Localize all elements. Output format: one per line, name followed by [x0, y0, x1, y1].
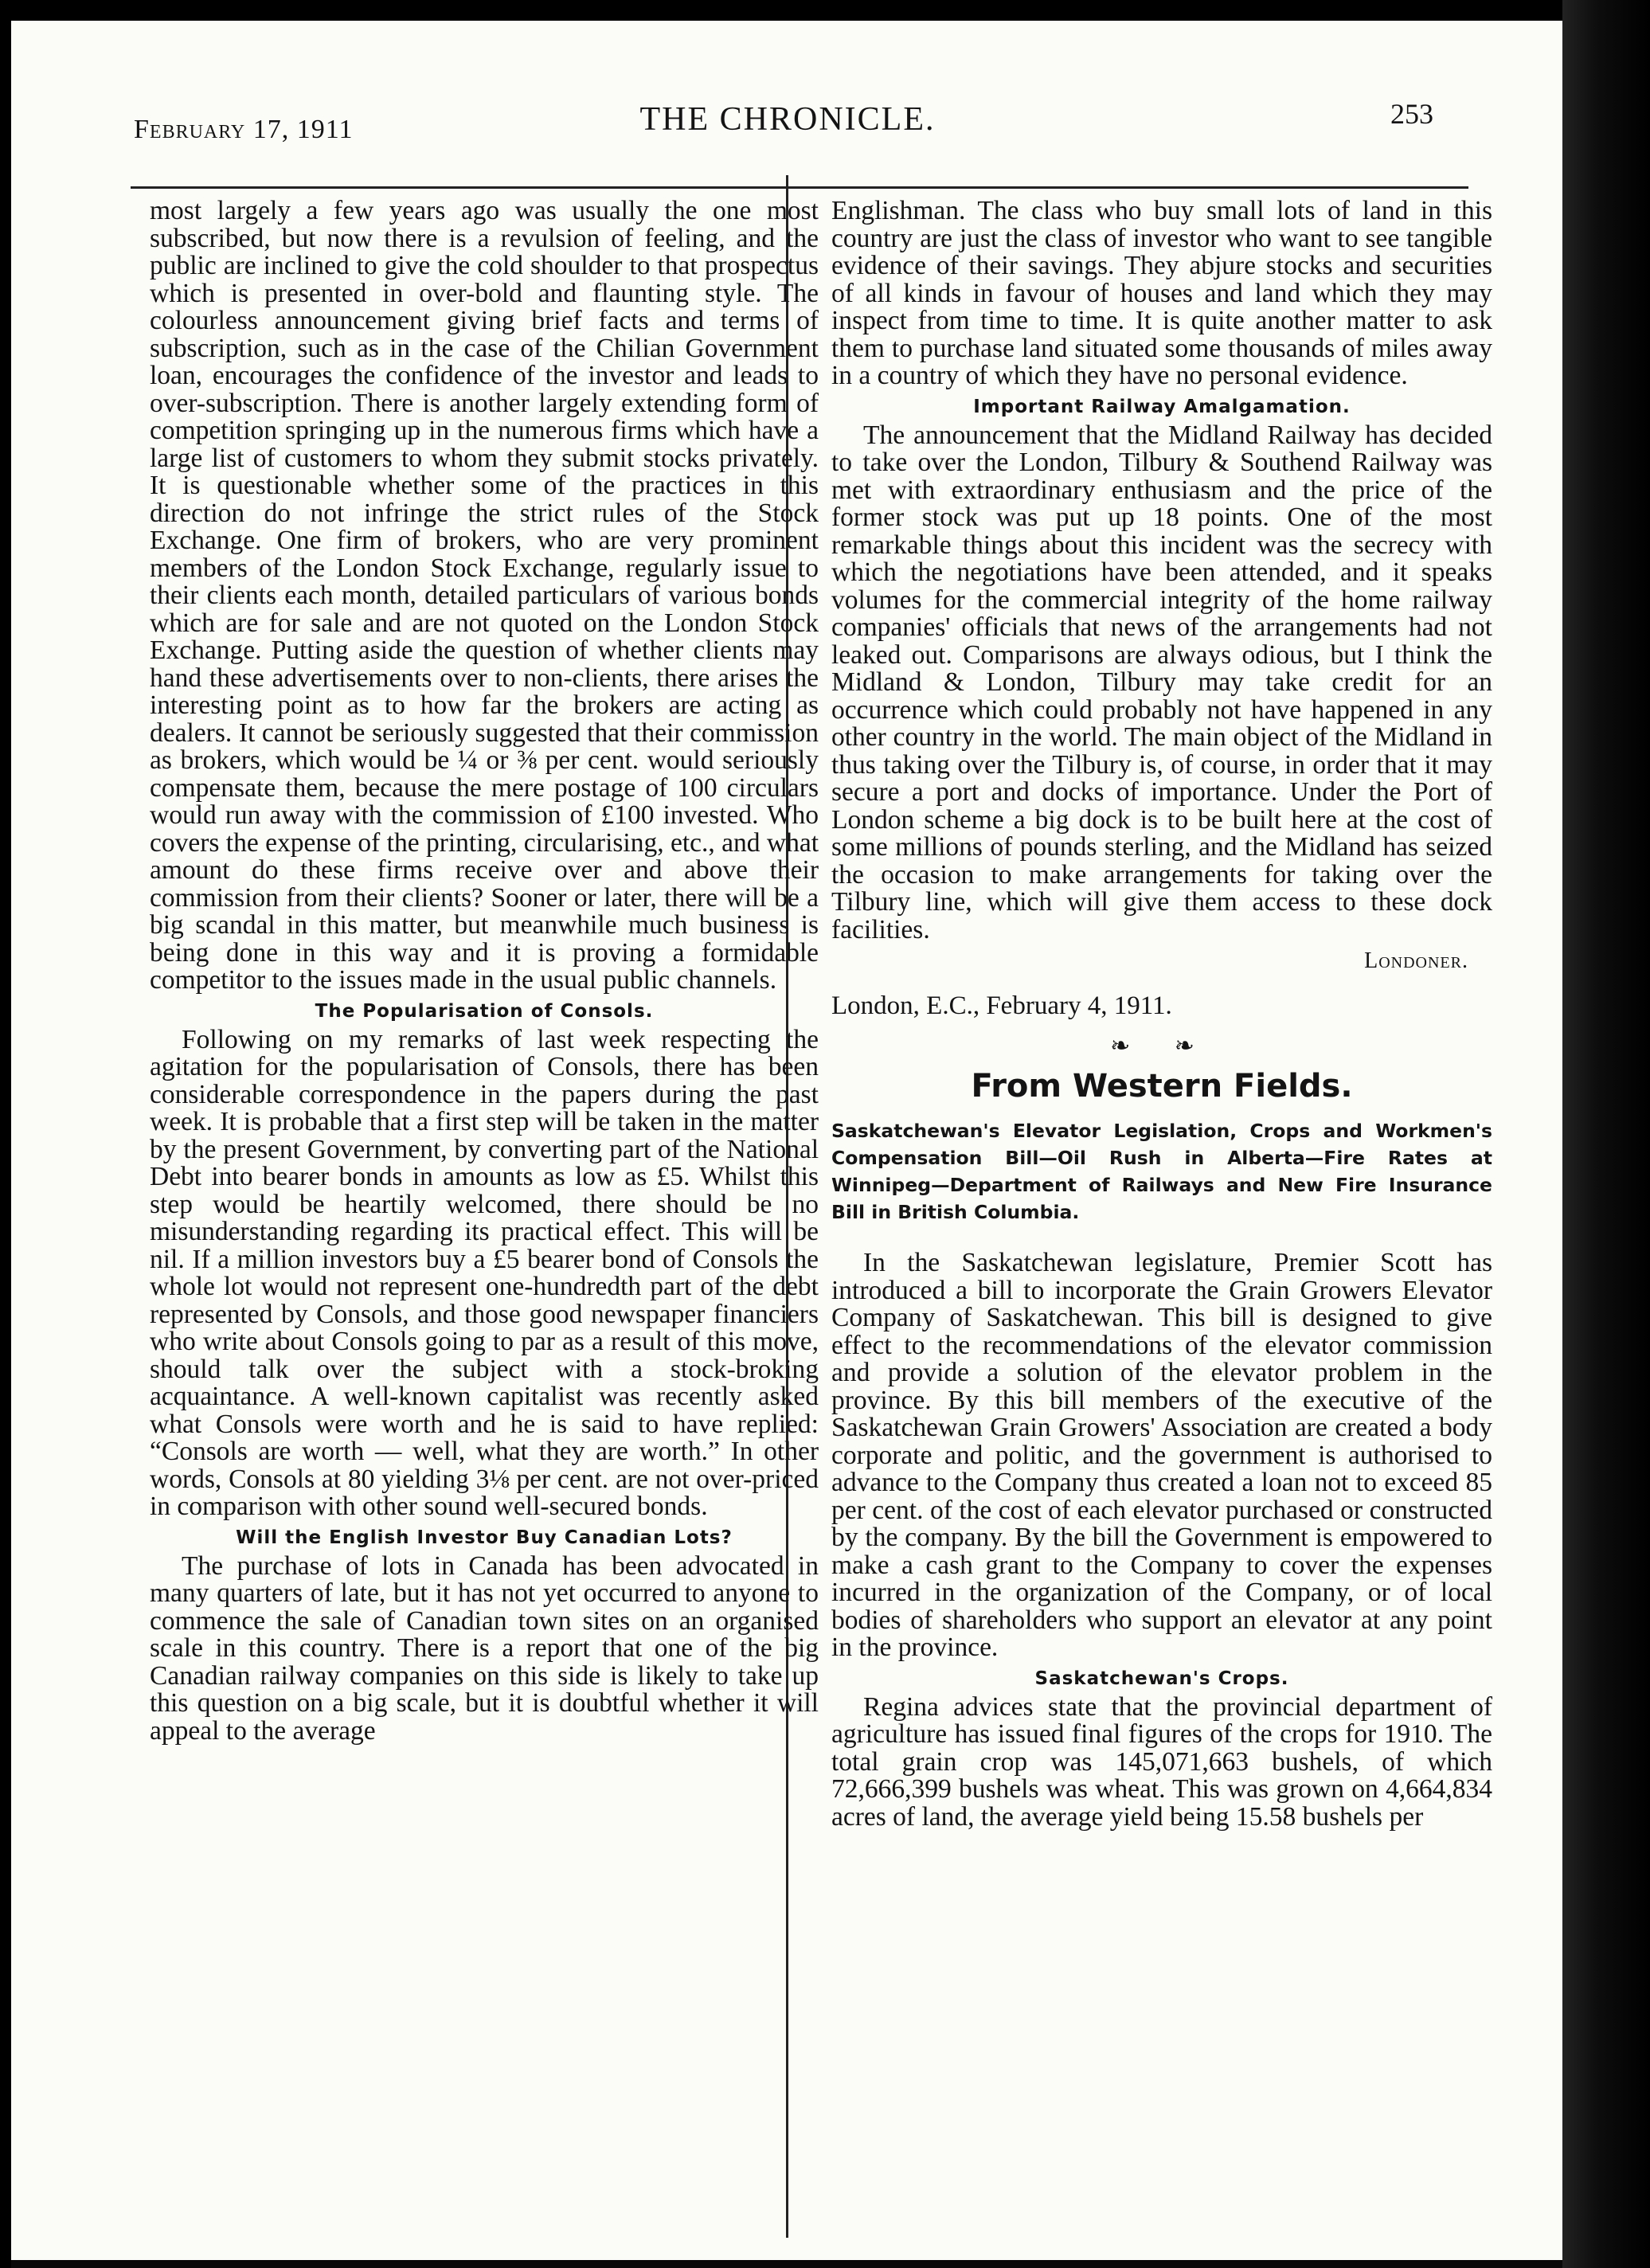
scan-top-border — [0, 0, 1650, 21]
subheading-consols: The Popularisation of Consols. — [315, 1000, 654, 1022]
newspaper-page — [11, 21, 1562, 2260]
subheading-railway: Important Railway Amalgamation. — [973, 396, 1351, 417]
subheading-canadian-lots: Will the English Investor Buy Canadian Lots? — [236, 1527, 733, 1548]
section-title: From Western Fields. — [971, 1068, 1353, 1105]
article-paragraph: Regina advices state that the provincial department of agriculture has issued final figures of the crops for 1910. The total grain crop was 145,071,663 bushels, of which 72,666,399 bushels was wheat. This was grown on 4,664,834 acres of land, the average yield being 15.58 bushels per — [831, 1691, 1492, 1832]
ornament: ❧ ❧ — [1110, 1033, 1214, 1059]
left-column — [150, 197, 819, 1745]
right-column — [831, 197, 1492, 1831]
header-title: THE CHRONICLE. — [639, 101, 936, 138]
subheading-crops: Saskatchewan's Crops. — [1034, 1668, 1289, 1689]
header-rule — [131, 186, 1468, 189]
article-paragraph: Englishman. The class who buy small lots of land in this country are just the class of investor who want to see tangible evidence of their savings. They abjure stocks and securities of all kinds in favour of houses and land which they may inspect from time to time. It is quite another matter to ask them to purchase land situated some thousands of miles away in a country of which they have no personal evidence. — [831, 196, 1492, 390]
article-paragraph: Following on my remarks of last week respecting the agitation for the popularisation of Consols, there has been considerable correspondence in the papers during the past week. It is probable that a first step will be taken in the matter by the present Government, by converting part of the National Debt into bearer bonds in amounts as low as £5. Whilst this step would be heartily welcomed, there should be no misunderstanding regarding its practical effect. This will be nil. If a million investors buy a £5 bearer bond of Consols the whole lot would not represent one-hundredth part of the debt represented by Consols, and those good newspaper financiers who write about Consols going to par as a result of this move, should talk over the subject with a stock-broking acquaintance. A well-known capitalist was recently asked what Consols were worth and he is said to have replied: “Consols are worth — well, what they are worth.” In other words, Consols at 80 yielding 3⅛ per cent. are not over-priced in comparison with other sound well-secured bonds. — [150, 1024, 819, 1521]
header-date: February 17, 1911 — [134, 115, 354, 144]
article-paragraph: The announcement that the Midland Railway has decided to take over the London, Tilbury & Southend Railway was met with extraordinary enthusiasm and the price of the former stock was put up 18 points. One of the most remarkable things about this incident was the secrecy with which the negotiations have been attended, and it speaks volumes for the commercial integrity of the home railway companies' officials that news of the arrangements had not leaked out. Comparisons are always odious, but I think the Midland & London, Tilbury may take credit for an occurrence which could probably not have happened in any other country in the world. The main object of the Midland in thus taking over the Tilbury is, of course, in order that it may secure a port and docks of importance. Under the Port of London scheme a big dock is to be built here at the cost of some millions of pounds sterling, and the Midland has seized the occasion to make arrangements for taking over the Tilbury line, which will give them access to these dock facilities. — [831, 420, 1492, 944]
scan-left-border — [0, 0, 11, 2268]
dateline: London, E.C., February 4, 1911. — [831, 991, 1172, 1020]
author-signature: Londoner. — [1364, 948, 1468, 973]
page-number: 253 — [1390, 98, 1433, 130]
article-paragraph: most largely a few years ago was usually the one most subscribed, but now there is a revulsion of feeling, and the public are inclined to give the cold shoulder to that prospectus which is presented in over-bold and flaunting style. The colourless announcement giving brief facts and terms of subscription, such as in the case of the Chilian Government loan, encourages the confidence of the investor and leads to over-subscription. There is another largely extending form of competition springing up in the numerous firms which have a large list of customers to whom they submit stocks privately. It is questionable whether some of the practices in this direction do not infringe the strict rules of the Stock Exchange. One firm of brokers, who are very prominent members of the London Stock Exchange, regularly issue to their clients each month, detailed particulars of various bonds which are for sale and are not quoted on the London Stock Exchange. Putting aside the question of whether clients may hand these advertisements over to non-clients, there arises the interesting point as to how far the brokers are acting as dealers. It cannot be seriously suggested that their commission as brokers, which would be ¼ or ⅜ per cent. would seriously compensate them, because the mere postage of 100 circulars would run away with the commission of £100 invested. Who covers the expense of the printing, circularising, etc., and what amount do these firms receive over and above their commission from their clients? Sooner or later, there will be a big scandal in this matter, but meanwhile much business is being done in this way and it is proving a formidable competitor to the issues made in the usual public channels. — [150, 196, 819, 995]
scan-right-border — [1562, 0, 1650, 2268]
article-paragraph: The purchase of lots in Canada has been advocated in many quarters of late, but it has not yet occurred to anyone to commence the sale of Canadian town sites on an organised scale in this country. There is a report that one of the big Canadian railway companies on this side is likely to take up this question on a big scale, but it is doubtful whether it will appeal to the average — [150, 1550, 819, 1746]
section-deck: Saskatchewan's Elevator Legislation, Crops and Workmen's Compensation Bill—Oil Rush in Alberta—Fire Rates at Winnipeg—Department of Railways and New Fire Insurance Bill in British Columbia. — [831, 1120, 1492, 1223]
article-paragraph: In the Saskatchewan legislature, Premier Scott has introduced a bill to incorporate the Grain Growers Elevator Company of Saskatchewan. This bill is designed to give effect to the recommendations of the elevator commission and provide a solution of the elevator problem in the province. By this bill members of the executive of the Saskatchewan Grain Growers' Association are created a body corporate and politic, and the government is authorised to advance to the Company thus created a loan not to exceed 85 per cent. of the cost of each elevator purchased or constructed by the company. By the bill the Government is empowered to make a cash grant to the Company to cover the expenses incurred in the organization of the Company, or of local bodies of shareholders who support an elevator at any point in the province. — [831, 1248, 1492, 1662]
